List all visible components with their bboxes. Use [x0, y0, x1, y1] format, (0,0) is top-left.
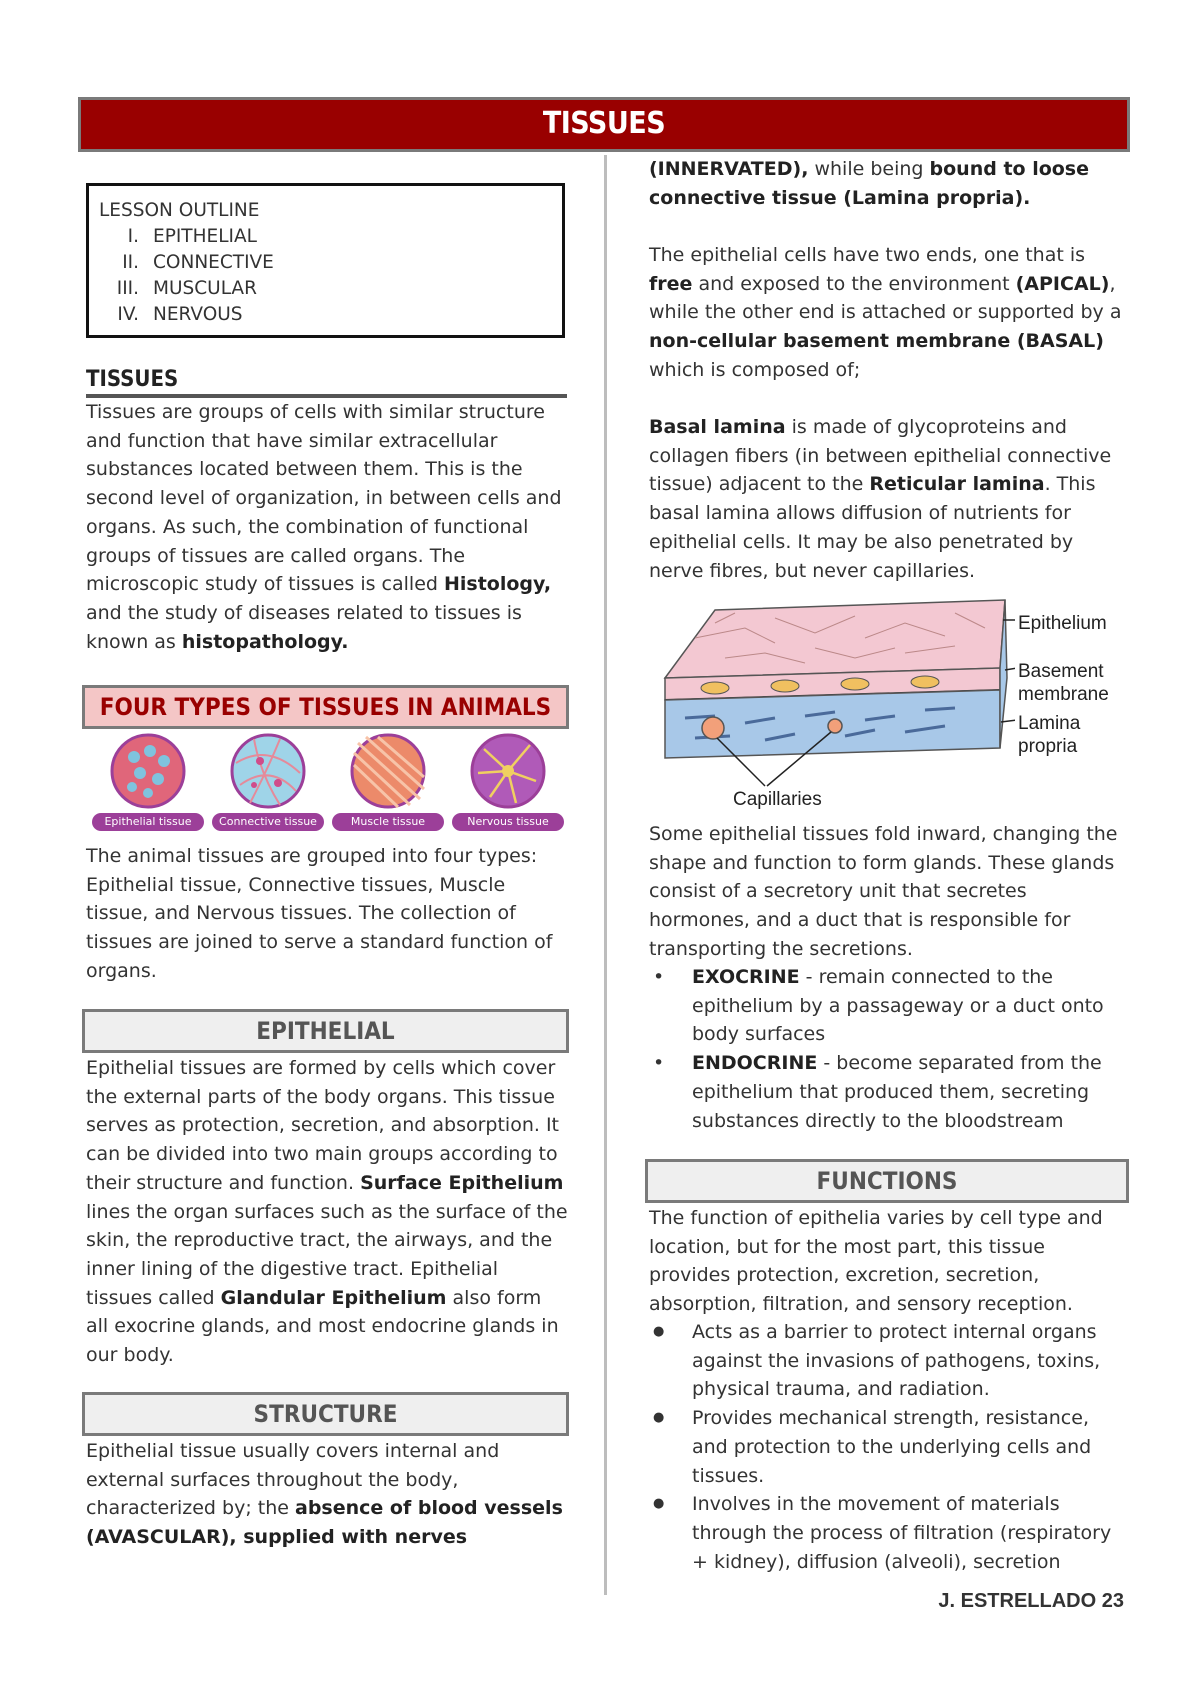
- text-run: is made of glycoproteins and collagen fibers (in between epithelial connective tissue) adjacent to the: [649, 416, 1112, 496]
- text-run: and the study of diseases related to tissues is known as: [86, 601, 522, 653]
- text-run: and exposed to the environment: [692, 272, 1016, 295]
- bullet-icon: ●: [653, 1496, 665, 1512]
- list-item: [649, 963, 1129, 1049]
- list-item: [649, 1318, 1129, 1404]
- bold-term: non-cellular basement membrane (BASAL): [649, 330, 1104, 353]
- bold-term: absence of blood vessels (AVASCULAR), supplied with nerves: [86, 1497, 563, 1549]
- gland-types-list: [649, 963, 1129, 1135]
- bullet-icon: •: [653, 966, 665, 988]
- bullet-icon: ●: [653, 1324, 665, 1339]
- lamina-label: Lamina: [1018, 713, 1081, 734]
- outline-item: [99, 302, 562, 328]
- outline-item-num: III.: [116, 278, 139, 299]
- four-types-heading: FOUR TYPES OF TISSUES IN ANIMALS: [82, 685, 569, 729]
- text-run: - remain connected to the epithelium by a passageway or a duct onto body surfaces: [692, 966, 1104, 1046]
- text-run: Acts as a barrier to protect internal organs against the invasions of pathogens, toxins, physical trauma, and radiation.: [692, 1321, 1101, 1401]
- connective-fibers-icon: [230, 733, 306, 809]
- outline-item-label: MUSCULAR: [153, 278, 257, 299]
- membrane-label: membrane: [1018, 684, 1109, 705]
- text-run: Epithelial tissue usually covers internal and external surfaces throughout the body, characterized by; the: [86, 1440, 500, 1520]
- text-run: . This basal lamina allows diffusion of nutrients for epithelial cells. It may be also penetrated by nerve fibres, but never capillaries.: [649, 473, 1096, 582]
- list-item: [649, 1404, 1129, 1490]
- outline-item: [99, 224, 562, 250]
- text-run: lines the organ surfaces such as the surface of the skin, the reproductive tract, the airways, and the inner lining of the digestive tract. Epithelial tissues called: [86, 1200, 568, 1309]
- epithelium-diagram: [655, 598, 1133, 816]
- tissue-types-illustration: [86, 733, 566, 833]
- tissue-label: Muscle tissue: [332, 813, 444, 831]
- bold-term: Basal lamina: [649, 416, 786, 438]
- bold-term: (INNERVATED),: [649, 158, 809, 180]
- tissue-label: Connective tissue: [212, 813, 324, 831]
- lesson-outline-box: [86, 183, 565, 338]
- capillaries-label: Capillaries: [733, 789, 822, 810]
- text-run: which is composed of;: [649, 358, 861, 381]
- functions-heading: FUNCTIONS: [645, 1159, 1129, 1203]
- epithelial-heading: EPITHELIAL: [82, 1009, 569, 1053]
- bullet-icon: •: [653, 1052, 665, 1075]
- epithelial-cells-icon: [110, 733, 186, 809]
- functions-list: [649, 1318, 1129, 1576]
- propria-label: propria: [1018, 736, 1078, 757]
- outline-item-label: CONNECTIVE: [153, 252, 274, 273]
- outline-item-num: I.: [127, 226, 139, 247]
- bold-term: Reticular lamina: [869, 473, 1045, 496]
- tissue-label: Epithelial tissue: [92, 813, 204, 831]
- glands-paragraph: Some epithelial tissues fold inward, changing the shape and function to form glands. These glands consist of a secretory unit that secretes hormones, and a duct that is responsible for transporting the secretions.: [649, 823, 1118, 960]
- apical-basal-paragraph: [649, 241, 1129, 385]
- text-run: also form all exocrine glands, and most endocrine glands in our body.: [86, 1286, 559, 1367]
- epithelial-tissue-figure: [92, 733, 204, 833]
- bold-term: Surface Epithelium: [360, 1171, 564, 1194]
- text-run: - become separated from the epithelium that produced them, secreting substances directly to the bloodstream: [692, 1052, 1102, 1132]
- text-run: Epithelial tissues are formed by cells which cover the external parts of the body organs. This tissue serves as protection, secretion, and absorption. It can be divided into two main groups according to their structure and function.: [86, 1057, 559, 1194]
- outline-item: [99, 250, 562, 276]
- epithelium-block-illustration: [655, 598, 1015, 816]
- structure-paragraph-left: [86, 1437, 568, 1552]
- text-run: Involves in the movement of materials through the process of filtration (respiratory + kidney), diffusion (alveoli), secretion: [692, 1493, 1112, 1573]
- outline-item-num: II.: [122, 252, 139, 273]
- text-run: Tissues are groups of cells with similar structure and function that have similar extracellular substances located between them. This is the second level of organization, in between cells and organs. As such, the combination of functional groups of tissues are called organs. The microscopic study of tissues is called: [86, 401, 562, 596]
- bold-term: histopathology.: [181, 630, 349, 653]
- bullet-icon: ●: [653, 1410, 665, 1426]
- muscle-fibers-icon: [350, 733, 426, 809]
- outline-item-num: IV.: [117, 304, 139, 325]
- text-run: while being: [808, 158, 930, 180]
- bold-term: (APICAL): [1015, 272, 1110, 295]
- structure-heading: STRUCTURE: [82, 1392, 569, 1436]
- tissue-label: Nervous tissue: [452, 813, 564, 831]
- page-footer: J. ESTRELLADO 23: [938, 1590, 1124, 1612]
- text-run: , while the other end is attached or supported by a: [649, 272, 1122, 324]
- outline-item-label: EPITHELIAL: [153, 226, 257, 247]
- bold-term: ENDOCRINE: [692, 1052, 818, 1075]
- list-item: [649, 1490, 1129, 1576]
- list-item: [649, 1049, 1129, 1135]
- page-title: TISSUES: [78, 97, 1130, 152]
- basal-lamina-paragraph: [649, 413, 1129, 585]
- connective-tissue-figure: [212, 733, 324, 833]
- structure-paragraph-right: [649, 155, 1129, 212]
- neuron-icon: [470, 733, 546, 809]
- text-run: The epithelial cells have two ends, one that is: [649, 244, 1086, 266]
- bold-term: Glandular Epithelium: [220, 1286, 447, 1309]
- epithelium-label: Epithelium: [1018, 613, 1107, 634]
- muscle-tissue-figure: [332, 733, 444, 833]
- four-types-paragraph: The animal tissues are grouped into four types: Epithelial tissue, Connective tissues, Muscle tissue, and Nervous tissues. The collection of tissues are joined to serve a standard function of organs.: [86, 845, 553, 982]
- outline-item: [99, 276, 562, 302]
- basement-label: Basement: [1018, 661, 1104, 682]
- tissues-paragraph: [86, 398, 568, 656]
- bold-term: free: [649, 272, 693, 295]
- bold-term: bound to loose connective tissue (Lamina propria).: [649, 158, 1090, 209]
- outline-item-label: NERVOUS: [153, 304, 243, 325]
- column-divider: [604, 155, 607, 1595]
- epithelial-paragraph: [86, 1054, 568, 1370]
- nervous-tissue-figure: [452, 733, 564, 833]
- lesson-outline-heading: LESSON OUTLINE: [99, 200, 260, 221]
- bold-term: Histology,: [444, 573, 552, 596]
- tissues-heading: TISSUES: [86, 367, 179, 392]
- text-run: Provides mechanical strength, resistance, and protection to the underlying cells and tissues.: [692, 1407, 1092, 1487]
- bold-term: EXOCRINE: [692, 966, 800, 988]
- functions-paragraph: The function of epithelia varies by cell type and location, but for the most part, this tissue provides protection, excretion, secretion, absorption, filtration, and sensory reception.: [649, 1207, 1103, 1316]
